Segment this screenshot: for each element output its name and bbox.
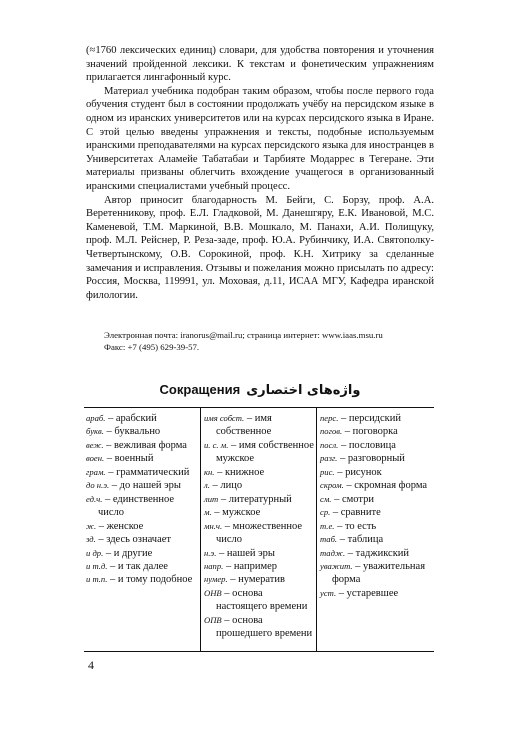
abbreviation-meaning: – устаревшее — [338, 587, 399, 599]
abbreviation: скром. — [320, 480, 344, 491]
abbreviation-meaning: – грамматический — [108, 466, 190, 478]
abbreviation-meaning: – поговорка — [344, 426, 398, 438]
heading-russian: Сокращения — [159, 382, 241, 397]
abbreviation: имя собст. — [204, 413, 245, 423]
abbreviation-entry — [204, 506, 316, 519]
abbreviation: напр. — [204, 560, 224, 571]
abbreviation: ОНВ — [204, 587, 222, 598]
abbreviation-meaning: – буквально — [106, 426, 161, 438]
abbreviation: и. с. м. — [204, 439, 229, 450]
abbreviation-meaning: – вежливая форма — [106, 439, 187, 451]
abbreviation-entry — [320, 533, 434, 546]
abbreviation: и др. — [86, 547, 104, 558]
abbreviations-column-2 — [200, 408, 317, 651]
abbreviation-meaning: – рисунок — [337, 466, 382, 478]
abbreviation-entry — [86, 493, 200, 520]
abbreviation-entry — [320, 466, 434, 479]
abbreviation-meaning: – литературный — [220, 493, 292, 505]
abbreviation-meaning: – например — [225, 560, 277, 572]
abbreviation-entry — [204, 573, 316, 586]
abbreviation-entry — [204, 587, 316, 614]
abbreviation: кн. — [204, 466, 215, 477]
abbreviations-column-1 — [84, 408, 200, 651]
abbreviation-meaning: – лицо — [212, 480, 243, 492]
abbreviation-entry — [204, 547, 316, 560]
abbreviation-entry — [320, 425, 434, 438]
abbreviation-entry — [86, 412, 200, 425]
abbreviation: уважит. — [320, 560, 353, 571]
abbreviation-meaning: – уважительная форма — [332, 560, 426, 586]
abbreviation-entry — [320, 452, 434, 465]
abbreviation: нумер. — [204, 574, 228, 585]
abbreviations-table — [84, 407, 434, 652]
contact-info — [104, 329, 438, 353]
abbreviation: посл. — [320, 439, 339, 450]
abbreviation-meaning: – до нашей эры — [111, 480, 181, 492]
abbreviation-meaning: – разговорный — [339, 453, 405, 465]
abbreviation: веж. — [86, 439, 104, 450]
abbreviation-entry — [320, 439, 434, 452]
abbreviation: воен. — [86, 453, 105, 464]
abbreviation: тадж. — [320, 547, 346, 558]
abbreviation-meaning: – и тому подобное — [109, 574, 193, 586]
abbreviation-entry — [204, 479, 316, 492]
heading-persian: واژه‌های اختصاری — [246, 383, 361, 398]
abbreviation-meaning: – смотри — [334, 493, 374, 505]
abbreviation-entry — [86, 520, 200, 533]
abbreviations-heading — [86, 382, 434, 398]
abbreviation-entry — [204, 493, 316, 506]
abbreviation-meaning: – военный — [106, 453, 154, 465]
abbreviation: ср. — [320, 507, 331, 518]
abbreviation-meaning: – сравните — [332, 507, 381, 519]
abbreviation: и т.п. — [86, 574, 108, 585]
abbreviation: букв. — [86, 426, 104, 437]
abbreviations-column-3 — [317, 408, 434, 651]
abbreviation-meaning: – основа настоящего времени — [216, 587, 308, 613]
abbreviation-meaning: – женское — [98, 520, 144, 532]
abbreviation: и т.д. — [86, 560, 108, 571]
abbreviation-entry — [320, 520, 434, 533]
abbreviation: зд. — [86, 534, 96, 545]
abbreviation-meaning: – и так далее — [110, 560, 168, 572]
email-line: Электронная почта: iranorus@mail.ru; страница интернет: www.iaas.msu.ru — [104, 330, 383, 340]
abbreviation-meaning: – имя собственное — [216, 413, 272, 438]
abbreviation-entry — [204, 520, 316, 547]
abbreviation-entry — [320, 587, 434, 600]
abbreviation: см. — [320, 493, 332, 504]
intro-paragraph-3: Автор приносит благодарность М. Бейги, С. Борзу, проф. А.А. Веретенникову, проф. Е.Л. Гладковой, М. Данешгяру, Е.К. Ивановой, М.С. Каменевой, Т.М. Маркиной, В.В. Мошкало, М. Панахи, А.И. Полищуку, проф. М.Л. Рейснер, Р. Реза-заде, проф. Ю.А. Рубинчику, И.А. Святополку-Четвертынскому, О.В. Сорокиной, проф. К.Н. Хитрику за сделанные замечания и исправления. Отзывы и пожелания можно присылать по адресу: Россия, Москва, 119991, ул. Моховая, д.11, ИСАА МГУ, Кафедра иранской филологии. — [86, 194, 434, 301]
abbreviation-meaning: – пословица — [340, 439, 396, 451]
abbreviation-meaning: – таджикский — [347, 547, 410, 559]
abbreviation-entry — [86, 479, 200, 492]
abbreviation-entry — [204, 439, 316, 466]
abbreviation-entry — [204, 614, 316, 641]
abbreviation-entry — [86, 439, 200, 452]
abbreviation: мн.ч. — [204, 520, 223, 531]
intro-text — [86, 44, 434, 302]
abbreviation: уст. — [320, 587, 337, 598]
page-number: 4 — [88, 658, 94, 672]
abbreviation: перс. — [320, 413, 339, 423]
abbreviation: рис. — [320, 466, 335, 477]
abbreviation-meaning: – арабский — [108, 413, 157, 424]
abbreviation-entry — [86, 452, 200, 465]
abbreviation-entry — [204, 560, 316, 573]
intro-paragraph-1: (≈1760 лексических единиц) словари, для удобства повторения и уточнения значений пройденной лексики. К текстам и фонетическим упражнениям прилагается лингафонный курс. — [86, 45, 434, 84]
abbreviation-entry — [320, 547, 434, 560]
abbreviation: разг. — [320, 453, 338, 464]
abbreviation-entry — [204, 466, 316, 479]
abbreviation-entry — [320, 412, 434, 425]
abbreviation: араб. — [86, 413, 106, 423]
abbreviation-entry — [320, 506, 434, 519]
abbreviation: погов. — [320, 426, 343, 437]
abbreviation-entry — [86, 466, 200, 479]
abbreviation-meaning: – нумератив — [230, 574, 285, 586]
abbreviation-meaning: – основа прошедшего времени — [216, 614, 313, 640]
abbreviation-entry — [86, 547, 200, 560]
abbreviation-entry — [86, 560, 200, 573]
abbreviation: т.е. — [320, 520, 335, 531]
abbreviation-entry — [86, 425, 200, 438]
abbreviation-meaning: – скромная форма — [346, 480, 428, 492]
abbreviation-meaning: – книжное — [217, 466, 265, 478]
abbreviation-entry — [204, 412, 316, 439]
abbreviation: н.э. — [204, 547, 217, 558]
abbreviation-meaning: – мужское — [214, 507, 261, 519]
abbreviation-meaning: – множественное число — [216, 520, 303, 546]
fax-line: Факс: +7 (495) 629-39-57. — [104, 342, 200, 352]
abbreviation-meaning: – персидский — [341, 413, 402, 424]
abbreviation: ж. — [86, 520, 97, 531]
abbreviation: таб. — [320, 534, 338, 545]
intro-paragraph-2: Материал учебника подобран таким образом, чтобы после первого года обучения студент был в состоянии продолжать учёбу на персидском языке в одном из иранских университетов или на курсах персидского языка в Иране. С этой целью введены упражнения и тексты, подобные используемым иранскими преподавателями на курсах персидского языка для иностранцев в Университетах Аламейе Табатабаи и Тарбияте Модаррес в Тегеране. Эти материалы призваны облегчить вхождение учащегося в организованный иранскими специалистами учебный процесс. — [86, 85, 435, 192]
abbreviation-entry — [320, 493, 434, 506]
abbreviation: ед.ч. — [86, 493, 103, 504]
abbreviation: л. — [204, 480, 210, 491]
abbreviation-meaning: – имя собственное мужское — [216, 439, 314, 465]
abbreviation-entry — [320, 560, 434, 587]
abbreviation: лит — [204, 493, 219, 504]
abbreviation: грам. — [86, 466, 106, 477]
abbreviation-meaning: – таблица — [339, 534, 384, 546]
abbreviation: м. — [204, 507, 212, 518]
abbreviation-meaning: – то есть — [337, 520, 377, 532]
abbreviation-meaning: – и другие — [105, 547, 153, 559]
abbreviation-entry — [86, 573, 200, 586]
abbreviation-meaning: – нашей эры — [218, 547, 275, 559]
abbreviation-meaning: – здесь означает — [98, 534, 171, 546]
abbreviation-meaning: – единственное число — [98, 493, 175, 519]
abbreviation-entry — [86, 533, 200, 546]
abbreviation: ОПВ — [204, 614, 222, 625]
abbreviation: до н.э. — [86, 480, 110, 491]
abbreviation-entry — [320, 479, 434, 492]
